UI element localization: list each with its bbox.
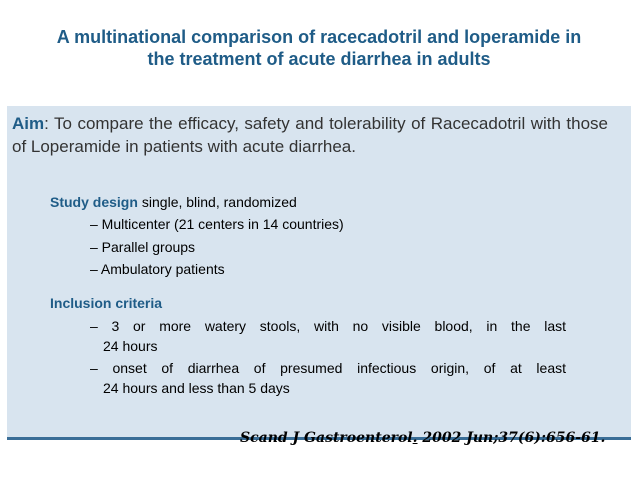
study-design-summary: single, blind, randomized — [141, 194, 297, 210]
citation-journal: Scand J Gastroenterol — [240, 430, 413, 446]
inclusion-item-1-line-2: 24 hours — [103, 338, 158, 354]
inclusion-item-2-line-1: – onset of diarrhea of presumed infectious origin, of at least — [90, 360, 566, 376]
slide-title — [0, 26, 638, 70]
citation-link-dot[interactable]: . — [412, 430, 418, 446]
study-design-heading — [50, 193, 297, 211]
aim-paragraph — [12, 112, 608, 158]
aim-label: Aim — [12, 114, 45, 133]
inclusion-item-1-line-1: – 3 or more watery stools, with no visible blood, in the last — [90, 318, 566, 334]
citation — [240, 429, 605, 447]
study-design-item: – Multicenter (21 centers in 14 countries) — [90, 216, 344, 232]
inclusion-criteria-heading: Inclusion criteria — [50, 295, 163, 311]
slide-title-line-2: the treatment of acute diarrhea in adults — [147, 49, 491, 69]
study-design-item: – Ambulatory patients — [90, 261, 225, 277]
aim-text: : To compare the efficacy, safety and tolerability of Racecadotril with those of Loperamide in patients with acute diarrhea. — [12, 114, 608, 156]
inclusion-item-2-line-2: 24 hours and less than 5 days — [103, 380, 290, 396]
study-design-label: Study design — [50, 194, 138, 210]
study-design-item: – Parallel groups — [90, 239, 196, 255]
slide-title-line-1: A multinational comparison of racecadotril and loperamide in — [56, 27, 582, 47]
citation-details: 2002 Jun;37(6):656-61. — [417, 430, 606, 446]
